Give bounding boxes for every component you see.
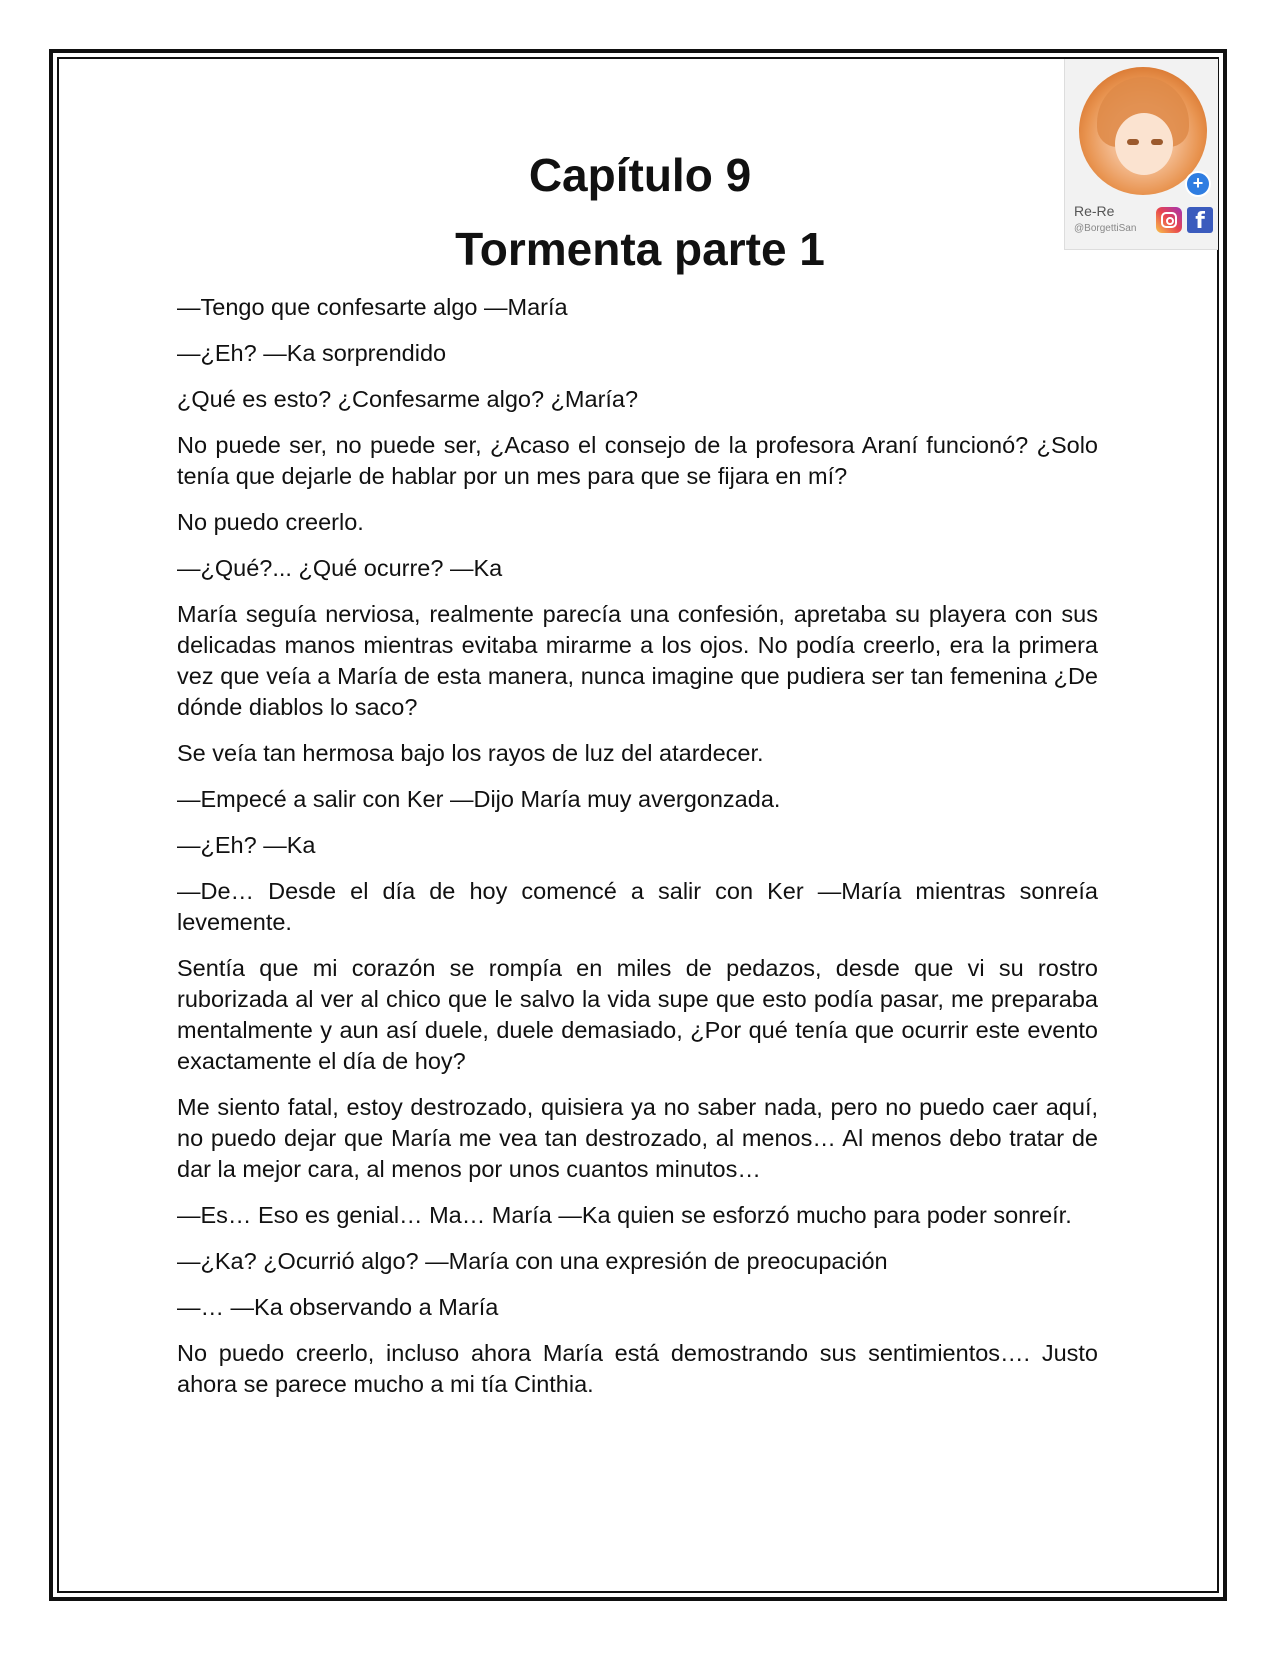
paragraph: María seguía nerviosa, realmente parecía una confesión, apretaba su playera con sus delicadas manos mientras evitaba mirarme a los ojos. No podía creerlo, era la primera vez que veía a María de esta manera, nunca imagine que pudiera ser tan femenina ¿De dónde diablos lo saco? [177, 601, 1098, 720]
paragraph: No puede ser, no puede ser, ¿Acaso el consejo de la profesora Araní funcionó? ¿Solo tenía que dejarle de hablar por un mes para que se fijara en mí? [177, 432, 1098, 489]
paragraph: ¿Qué es esto? ¿Confesarme algo? ¿María? [177, 386, 639, 412]
avatar-eye-right [1151, 139, 1163, 145]
paragraph: —Es… Eso es genial… Ma… María —Ka quien se esforzó mucho para poder sonreír. [177, 1202, 1072, 1228]
author-handle: @BorgettiSan [1074, 223, 1137, 234]
paragraph: Se veía tan hermosa bajo los rayos de luz del atardecer. [177, 740, 764, 766]
follow-plus-icon[interactable]: + [1185, 171, 1211, 197]
paragraph: —¿Ka? ¿Ocurrió algo? —María con una expresión de preocupación [177, 1248, 888, 1274]
facebook-icon[interactable]: f [1187, 207, 1213, 233]
author-name: Re-Re [1074, 203, 1115, 219]
paragraph: —… —Ka observando a María [177, 1294, 499, 1320]
paragraph: Me siento fatal, estoy destrozado, quisiera ya no saber nada, pero no puedo caer aquí, no puedo dejar que María me vea tan destrozado, al menos… Al menos debo tratar de dar la mejor cara, al menos por unos cuantos minutos… [177, 1094, 1098, 1182]
paragraph: —Empecé a salir con Ker —Dijo María muy avergonzada. [177, 786, 781, 812]
paragraph: No puedo creerlo. [177, 509, 364, 535]
paragraph: —¿Eh? —Ka [177, 832, 316, 858]
paragraph: —¿Eh? —Ka sorprendido [177, 340, 447, 366]
paragraph: —Tengo que confesarte algo —María [177, 294, 568, 320]
chapter-title: Capítulo 9 [528, 149, 752, 201]
chapter-body [177, 292, 1098, 1415]
chapter-subtitle: Tormenta parte 1 [455, 223, 825, 275]
paragraph: —¿Qué?... ¿Qué ocurre? —Ka [177, 555, 503, 581]
paragraph: —De… Desde el día de hoy comencé a salir con Ker —María mientras sonreía levemente. [177, 878, 1098, 935]
paragraph: Sentía que mi corazón se rompía en miles de pedazos, desde que vi su rostro ruborizada al ver al chico que le salvo la vida supe que esto podía pasar, me preparaba mentalmente y aun así duele, duele demasiado, ¿Por qué tenía que ocurrir este evento exactamente el día de hoy? [177, 955, 1098, 1074]
paragraph: No puedo creerlo, incluso ahora María está demostrando sus sentimientos…. Justo ahora se parece mucho a mi tía Cinthia. [177, 1340, 1098, 1397]
avatar-eye-left [1127, 139, 1139, 145]
